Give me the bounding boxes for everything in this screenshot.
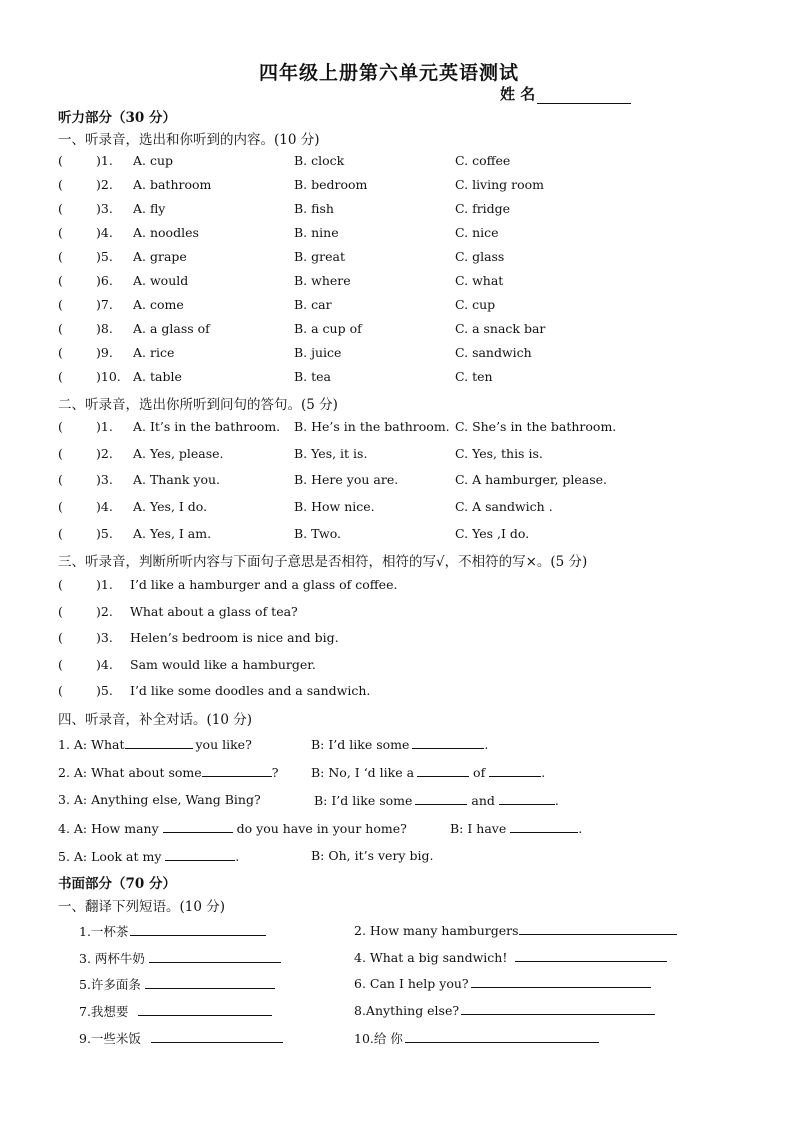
answer-paren[interactable]: (: [58, 201, 63, 216]
question-number: )5.: [96, 525, 113, 541]
option-b[interactable]: B. Yes, it is.: [294, 445, 368, 461]
option-c[interactable]: C. She’s in the bathroom.: [455, 419, 617, 434]
name-label: 姓 名: [500, 85, 536, 103]
option-b[interactable]: B. bedroom: [294, 177, 368, 192]
option-a[interactable]: A. cup: [133, 153, 174, 168]
option-b[interactable]: B. great: [294, 249, 345, 264]
dialog-line-3a: 3. A: Anything else, Wang Bing?: [58, 792, 261, 807]
option-a[interactable]: A. Yes, I am.: [133, 525, 212, 541]
answer-blank[interactable]: [499, 792, 555, 805]
option-c[interactable]: C. sandwich: [455, 345, 532, 360]
dialog-line-2a: 2. A: What about some ?: [58, 765, 279, 780]
translate-item-5: 5.许多面条: [79, 975, 275, 993]
option-b[interactable]: B. nine: [294, 225, 339, 240]
translate-item-2: 2. How many hamburgers: [354, 922, 677, 938]
translate-item-10: 10.给 你: [354, 1029, 599, 1047]
translate-item-9: 9.一些米饭: [79, 1029, 283, 1047]
answer-paren[interactable]: (: [58, 225, 63, 240]
option-c[interactable]: C. coffee: [455, 153, 511, 168]
question-number: )8.: [96, 321, 113, 336]
answer-paren[interactable]: (: [58, 297, 63, 312]
answer-paren[interactable]: (: [58, 472, 63, 488]
answer-blank[interactable]: [405, 1030, 599, 1043]
option-a[interactable]: A. It’s in the bathroom.: [133, 419, 281, 434]
option-a[interactable]: A. table: [133, 369, 182, 384]
question-number: )1.: [96, 153, 113, 168]
name-blank[interactable]: [537, 89, 631, 104]
question-number: )9.: [96, 345, 113, 360]
dialog-line-5a: 5. A: Look at my .: [58, 849, 240, 864]
question-number: )1.: [96, 419, 113, 434]
answer-blank[interactable]: [471, 975, 651, 988]
option-b[interactable]: B. a cup of: [294, 321, 362, 336]
answer-blank[interactable]: [149, 950, 281, 963]
option-a[interactable]: A. fly: [133, 201, 166, 216]
option-b[interactable]: B. He’s in the bathroom.: [294, 419, 450, 434]
option-b[interactable]: B. fish: [294, 201, 334, 216]
question-number: )2.: [96, 603, 113, 619]
translate-item-7: 7.我想要: [79, 1002, 272, 1020]
answer-blank[interactable]: [151, 1030, 283, 1043]
translate-item-8: 8.Anything else?: [354, 1002, 655, 1018]
answer-paren[interactable]: (: [58, 603, 63, 619]
question-number: )1.: [96, 577, 113, 592]
option-a[interactable]: A. would: [133, 273, 189, 288]
section4-heading: 四、听录音，补全对话。(10 分): [58, 712, 253, 728]
question-number: )3.: [96, 472, 113, 488]
statement-text: What about a glass of tea?: [130, 603, 298, 619]
question-number: )5.: [96, 249, 113, 264]
section5-heading: 一、翻译下列短语。(10 分): [58, 899, 226, 915]
question-number: )4.: [96, 225, 113, 240]
answer-paren[interactable]: (: [58, 321, 63, 336]
option-b[interactable]: B. where: [294, 273, 351, 288]
section1-heading: 一、听录音，选出和你听到的内容。(10 分): [58, 132, 320, 148]
answer-blank[interactable]: [510, 820, 578, 833]
answer-paren[interactable]: (: [58, 630, 63, 645]
dialog-line-2b: B: No, I ‘d like a of .: [311, 765, 546, 780]
option-a[interactable]: A. Yes, I do.: [133, 499, 208, 515]
statement-text: Helen’s bedroom is nice and big.: [130, 630, 339, 645]
translate-item-3: 3. 两杯牛奶: [79, 949, 281, 967]
answer-blank[interactable]: [415, 792, 467, 805]
question-number: )2.: [96, 177, 113, 192]
answer-paren[interactable]: (: [58, 419, 63, 434]
option-c[interactable]: C. fridge: [455, 201, 511, 216]
answer-paren[interactable]: (: [58, 369, 63, 384]
answer-blank[interactable]: [519, 922, 677, 935]
option-c[interactable]: C. cup: [455, 297, 496, 312]
question-number: )6.: [96, 273, 113, 288]
question-number: )4.: [96, 656, 113, 672]
question-number: )7.: [96, 297, 113, 312]
statement-text: I’d like a hamburger and a glass of coffee.: [130, 577, 398, 592]
answer-paren[interactable]: (: [58, 683, 63, 698]
option-a[interactable]: A. Yes, please.: [133, 445, 224, 461]
dialog-line-3b: B: I’d like some and .: [314, 793, 559, 808]
answer-blank[interactable]: [145, 976, 275, 989]
translate-item-1: 1.一杯茶: [79, 922, 266, 940]
answer-paren[interactable]: (: [58, 273, 63, 288]
option-c[interactable]: C. nice: [455, 225, 499, 240]
statement-text: Sam would like a hamburger.: [130, 656, 316, 672]
answer-paren[interactable]: (: [58, 499, 63, 515]
answer-blank[interactable]: [125, 736, 193, 749]
option-c[interactable]: C. ten: [455, 369, 493, 384]
answer-blank[interactable]: [412, 736, 484, 749]
translate-item-6: 6. Can I help you?: [354, 975, 651, 991]
answer-blank[interactable]: [165, 848, 235, 861]
answer-paren[interactable]: (: [58, 153, 63, 168]
name-field: [500, 83, 631, 104]
option-b[interactable]: B. How nice.: [294, 499, 375, 515]
answer-blank[interactable]: [515, 949, 667, 962]
option-b[interactable]: B. car: [294, 297, 332, 312]
section2-heading: 二、听录音，选出你所听到问句的答句。(5 分): [58, 397, 338, 413]
option-c[interactable]: C. a snack bar: [455, 321, 546, 336]
answer-blank[interactable]: [130, 923, 266, 936]
option-c[interactable]: C. Yes, this is.: [455, 445, 543, 461]
option-a[interactable]: A. noodles: [133, 225, 199, 240]
answer-paren[interactable]: (: [58, 345, 63, 360]
option-a[interactable]: A. grape: [133, 249, 187, 264]
option-a[interactable]: A. rice: [133, 345, 175, 360]
option-c[interactable]: C. Yes ,I do.: [455, 525, 530, 541]
option-b[interactable]: B. Two.: [294, 525, 342, 541]
option-c[interactable]: C. glass: [455, 249, 505, 264]
answer-paren[interactable]: (: [58, 656, 63, 672]
answer-blank[interactable]: [138, 1003, 272, 1016]
option-a[interactable]: A. a glass of: [133, 321, 210, 336]
answer-paren[interactable]: (: [58, 445, 63, 461]
answer-blank[interactable]: [163, 820, 233, 833]
question-number: )2.: [96, 445, 113, 461]
answer-paren[interactable]: (: [58, 525, 63, 541]
dialog-line-1b: B: I’d like some .: [311, 737, 489, 752]
question-number: )3.: [96, 201, 113, 216]
option-c[interactable]: C. A sandwich .: [455, 499, 553, 515]
option-a[interactable]: A. come: [133, 297, 184, 312]
option-c[interactable]: C. A hamburger, please.: [455, 472, 608, 488]
option-c[interactable]: C. living room: [455, 177, 545, 192]
option-a[interactable]: A. Thank you.: [133, 472, 221, 488]
dialog-line-4b: B: I have .: [450, 821, 583, 836]
listening-header: 听力部分（30 分）: [58, 110, 176, 126]
writing-header: 书面部分（70 分）: [58, 876, 176, 892]
answer-blank[interactable]: [417, 764, 469, 777]
option-b[interactable]: B. tea: [294, 369, 332, 384]
answer-blank[interactable]: [489, 764, 541, 777]
answer-paren[interactable]: (: [58, 577, 63, 592]
option-b[interactable]: B. juice: [294, 345, 342, 360]
section3-heading: 三、听录音，判断所听内容与下面句子意思是否相符，相符的写√，不相符的写×。(5 分): [58, 554, 588, 570]
question-number: )5.: [96, 683, 113, 698]
dialog-line-5b: B: Oh, it’s very big.: [311, 848, 434, 863]
question-number: )3.: [96, 630, 113, 645]
option-a[interactable]: A. bathroom: [133, 177, 212, 192]
answer-blank[interactable]: [461, 1002, 655, 1015]
page-title: 四年级上册第六单元英语测试: [259, 62, 520, 84]
question-number: )4.: [96, 499, 113, 515]
option-c[interactable]: C. what: [455, 273, 504, 288]
answer-paren[interactable]: (: [58, 249, 63, 264]
dialog-line-4a: 4. A: How many do you have in your home?: [58, 821, 407, 836]
dialog-line-1a: 1. A: What you like?: [58, 737, 252, 752]
translate-item-4: 4. What a big sandwich!: [354, 949, 667, 965]
statement-text: I’d like some doodles and a sandwich.: [130, 683, 371, 698]
answer-blank[interactable]: [202, 764, 272, 777]
answer-paren[interactable]: (: [58, 177, 63, 192]
option-b[interactable]: B. clock: [294, 153, 345, 168]
question-number: )10.: [96, 369, 121, 384]
option-b[interactable]: B. Here you are.: [294, 472, 399, 488]
